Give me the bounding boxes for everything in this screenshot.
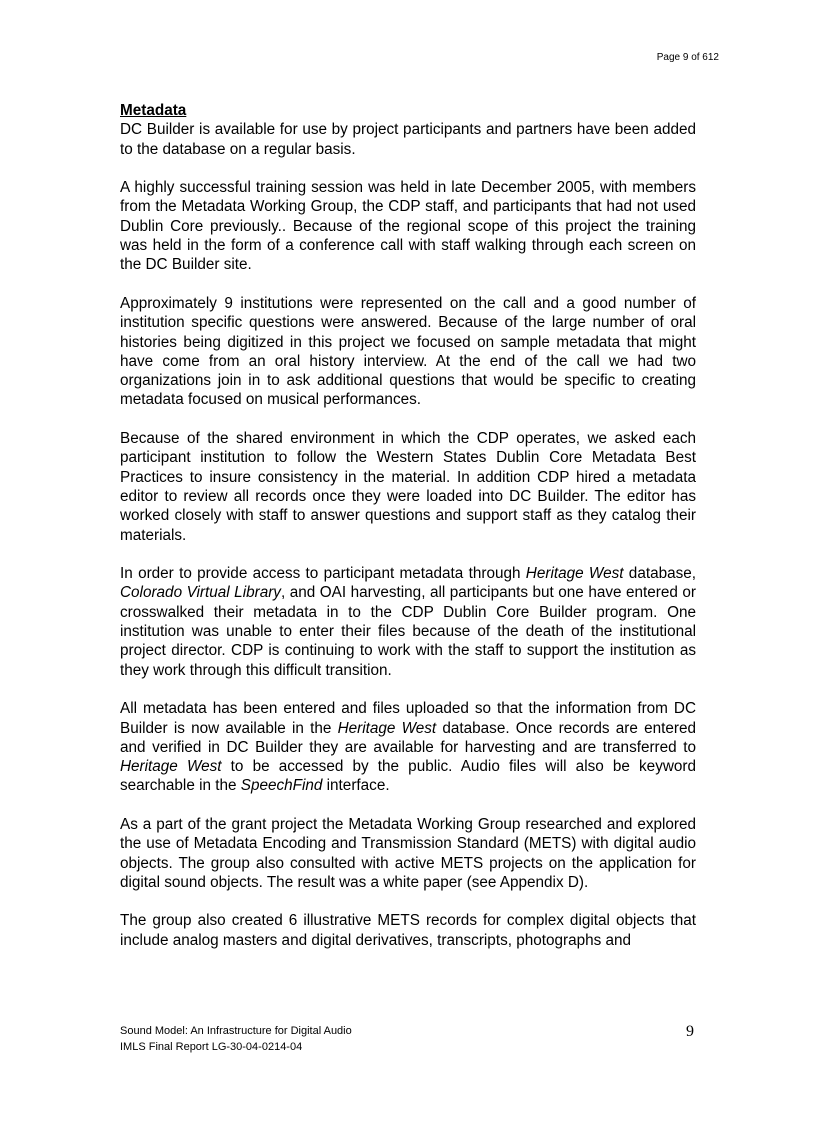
- italic-title-text: SpeechFind: [240, 777, 323, 795]
- paragraph-text: Approximately 9 institutions were represented on the call and a good number of institution specific questions were answered. Because of the large number of oral histories being digitized in this project we focused on sample metadata that might have come from an oral history interview. At the end of the call we had two organizations join in to ask additional questions that would be specific to creating metadata focused on musical performances.: [120, 294, 696, 409]
- section-heading: Metadata: [120, 102, 187, 119]
- paragraph-text: to be accessed by the public. Audio files will also be keyword searchable in the: [120, 758, 696, 795]
- paragraph-text: , and OAI harvesting, all participants but one have entered or crosswalked their metadata in to the CDP Dublin Core Builder program. One institution was unable to enter their files because of the death of the institutional project director. CDP is continuing to work with the staff to support the institution as they work through this difficult transition.: [120, 584, 697, 679]
- footer-report-id: IMLS Final Report LG-30-04-0214-04: [120, 1041, 303, 1053]
- paragraph-text: As a part of the grant project the Metadata Working Group researched and explored the use of Metadata Encoding and Transmission Standard (METS) with digital audio objects. The group also consulted with active METS projects on the application for digital sound objects. The result was a white paper (see Appendix D).: [120, 815, 696, 891]
- paragraph-text: interface.: [322, 777, 390, 795]
- italic-title-text: Heritage West: [120, 758, 222, 776]
- paragraph-text: All metadata has been entered and files uploaded so that the information from DC Builder is now available in the: [120, 700, 696, 737]
- paragraph: [120, 120, 696, 159]
- paragraph-text: In order to provide access to participant metadata through: [120, 565, 526, 583]
- paragraph: [120, 429, 696, 545]
- paragraph-list: [120, 120, 696, 950]
- footer-page-number: 9: [686, 1023, 694, 1040]
- paragraph-text: The group also created 6 illustrative METS records for complex digital objects that include analog masters and digital derivatives, transcripts, photographs and: [120, 912, 696, 949]
- paragraph-text: Because of the shared environment in which the CDP operates, we asked each participant institution to follow the Western States Dublin Core Metadata Best Practices to insure consistency in the material. In addition CDP hired a metadata editor to review all records once they were loaded into DC Builder. The editor has worked closely with staff to answer questions and support staff as they catalog their materials.: [120, 430, 696, 544]
- italic-title-text: Colorado Virtual Library: [120, 584, 281, 602]
- paragraph: [120, 294, 696, 410]
- paragraph: [120, 178, 696, 274]
- header-page-label: Page 9 of 612: [656, 52, 719, 63]
- paragraph-text: A highly successful training session was held in late December 2005, with members from the Metadata Working Group, the CDP staff, and participants that had not used Dublin Core previously.. Because of the regional scope of this project the training was held in the form of a conference call with staff walking through each screen on the DC Builder site.: [120, 179, 696, 274]
- document-body: [120, 101, 696, 969]
- footer-title: Sound Model: An Infrastructure for Digital Audio: [120, 1025, 352, 1037]
- paragraph-text: DC Builder is available for use by project participants and partners have been added to the database on a regular basis.: [120, 121, 696, 158]
- paragraph: [120, 911, 696, 950]
- paragraph-text: database,: [623, 565, 697, 583]
- paragraph-text: database. Once records are entered and verified in DC Builder they are available for harvesting and are transferred to: [120, 719, 696, 756]
- paragraph: [120, 564, 696, 680]
- italic-title-text: Heritage West: [337, 719, 437, 737]
- footer: [120, 1023, 696, 1055]
- paragraph: [120, 699, 696, 795]
- paragraph: [120, 815, 696, 892]
- italic-title-text: Heritage West: [525, 565, 624, 583]
